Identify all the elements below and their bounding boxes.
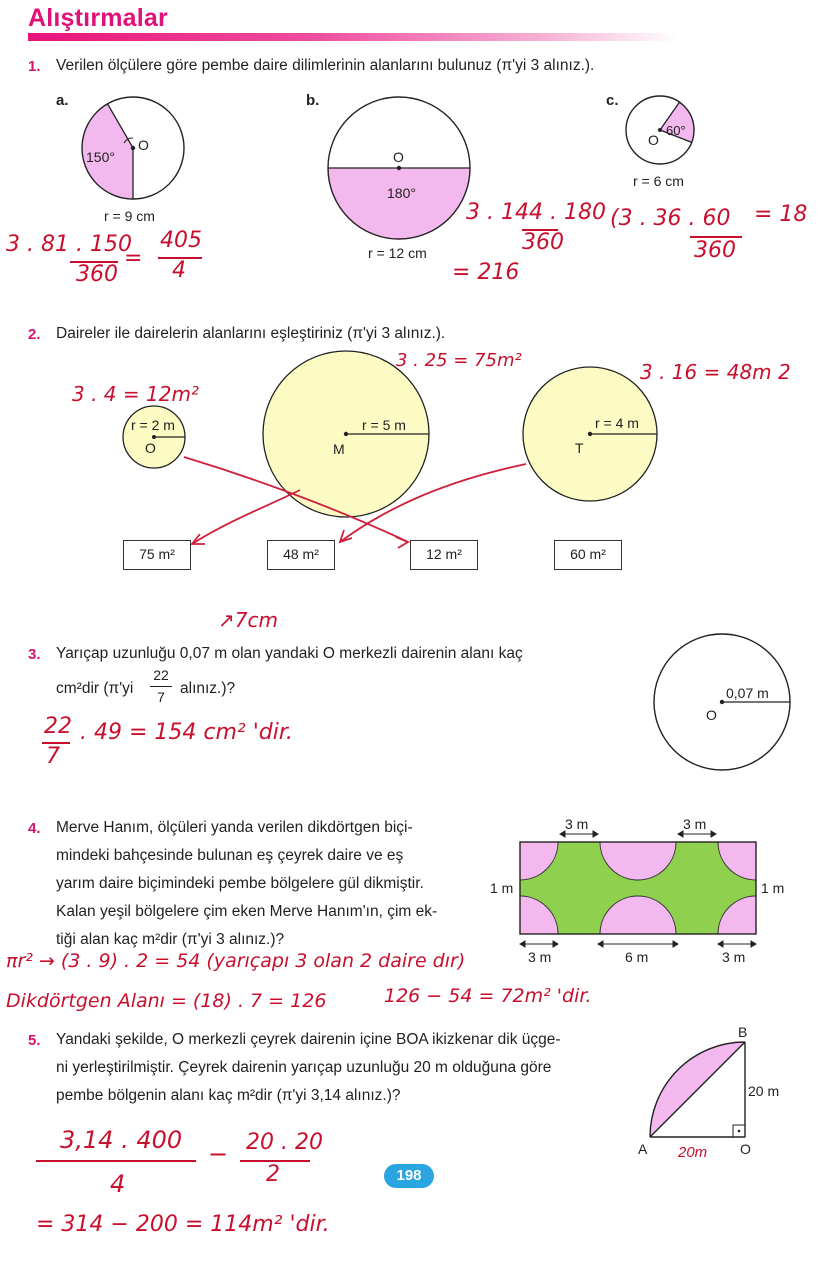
q2-m-radius: r = 5 m bbox=[362, 417, 406, 433]
q2-hand-t: 3 . 16 = 48m 2 bbox=[640, 360, 791, 384]
q2-t-radius: r = 4 m bbox=[595, 415, 639, 431]
q1a-label: a. bbox=[56, 92, 69, 109]
q2-o-radius: r = 2 m bbox=[131, 417, 175, 433]
q2-number: 2. bbox=[28, 326, 41, 343]
q5-hand-den2: 2 bbox=[266, 1162, 280, 1187]
q5-hand-result: = 314 − 200 = 114m² 'dir. bbox=[36, 1212, 330, 1237]
q5-hand-bar1 bbox=[36, 1160, 196, 1162]
q2-arrow-m-75 bbox=[192, 490, 300, 544]
q3-frac-num: 22 bbox=[153, 667, 169, 683]
q4-bottom-left: 3 m bbox=[528, 949, 552, 965]
q3-center-label: O bbox=[706, 707, 717, 723]
q5-figure bbox=[630, 1022, 810, 1172]
q4-hand-line3: 126 − 54 = 72m² 'dir. bbox=[384, 985, 592, 1007]
q1c-hand-num: (3 . 36 . 60 bbox=[610, 206, 731, 231]
q2-option-12: 12 m² bbox=[410, 540, 478, 570]
q5-text: Yandaki şekilde, O merkezli çeyrek dairenin içine BOA ikizkenar dik üçge- ni yerleştirilmiştir. Çeyrek dairenin yarıçap uzunluğu 20 m olduğuna göre pembe bölgenin alanı kaç m²dir (π'yi 3,14 alınız.)? bbox=[56, 1031, 561, 1104]
q4-top-left: 3 m bbox=[565, 816, 589, 832]
q5-label-base: 20m bbox=[678, 1144, 708, 1161]
q3-text-line1: Yarıçap uzunluğu 0,07 m olan yandaki O merkezli dairenin alanı kaç bbox=[56, 645, 523, 662]
q2-o-center: O bbox=[145, 440, 156, 456]
q1b-hand-num: 3 . 144 . 180 bbox=[466, 200, 606, 225]
q2-hand-m: 3 . 25 = 75m² bbox=[396, 350, 522, 371]
q4-text: Merve Hanım, ölçüleri yanda verilen dikdörtgen biçi- mindeki bahçesinde bulunan eş çeyrek daire ve eş yarım daire biçimindeki pembe bölgelere gül dikmiştir. Kalan yeşil bölgelere çim eken Merve Hanım'ın, çim ek- tiği alan kaç m²dir (π'yi 3 alınız.)? bbox=[56, 819, 438, 948]
q3-text-pre: cm²dir (π'yi bbox=[56, 680, 134, 697]
q2-text: Daireler ile dairelerin alanlarını eşleştiriniz (π'yi 3 alınız.). bbox=[56, 325, 446, 342]
q1a-hand-num: 3 . 81 . 150 bbox=[6, 232, 132, 257]
q4-right: 1 m bbox=[761, 880, 785, 896]
q2-m-center: M bbox=[333, 441, 345, 457]
q4-figure bbox=[480, 812, 802, 972]
q5-hand-minus: − bbox=[208, 1140, 229, 1168]
q1a-hand-eq: = bbox=[124, 246, 143, 271]
q1b-center: O bbox=[393, 149, 404, 165]
q4-hand-line2: Dikdörtgen Alanı = (18) . 7 = 126 bbox=[6, 990, 327, 1012]
q5-number: 5. bbox=[28, 1032, 41, 1049]
q5-hand-num2: 20 . 20 bbox=[246, 1130, 323, 1155]
q1b-hand-den: 360 bbox=[522, 230, 564, 255]
q1c-hand-den: 360 bbox=[694, 238, 736, 263]
q1c-center: O bbox=[648, 132, 659, 148]
q4-bottom-mid: 6 m bbox=[625, 949, 649, 965]
q1b-label: b. bbox=[306, 92, 320, 109]
q1-text: Verilen ölçülere göre pembe daire dilimlerinin alanlarını bulunuz (π'yi 3 alınız.). bbox=[56, 57, 595, 74]
q2-option-60: 60 m² bbox=[554, 540, 622, 570]
q3-radius-label: 0,07 m bbox=[726, 685, 769, 701]
q3-frac-den: 7 bbox=[157, 689, 165, 705]
q1a-radius: r = 9 cm bbox=[104, 208, 155, 224]
q2-option-48: 48 m² bbox=[267, 540, 335, 570]
q4-hand-line1: πr² → (3 . 9) . 2 = 54 (yarıçapı 3 olan 2 daire dır) bbox=[6, 950, 466, 972]
q3-hand-note: ↗7cm bbox=[218, 608, 278, 632]
q5-label-side: 20 m bbox=[748, 1083, 780, 1099]
q1b-angle: 180° bbox=[387, 185, 416, 201]
q1b-hand-result: = 216 bbox=[452, 260, 520, 285]
q1a-angle: 150° bbox=[86, 149, 115, 165]
q1a-hand-den: 360 bbox=[76, 262, 118, 287]
q1c-hand-result: = 18 bbox=[754, 202, 808, 227]
q1c-angle: 60° bbox=[666, 123, 686, 138]
q5-hand-den1: 4 bbox=[110, 1170, 126, 1198]
q4-number: 4. bbox=[28, 820, 41, 837]
q3-number: 3. bbox=[28, 646, 41, 663]
q1b-radius: r = 12 cm bbox=[368, 245, 427, 261]
q4-left: 1 m bbox=[490, 880, 514, 896]
q1c-radius: r = 6 cm bbox=[633, 173, 684, 189]
q2-hand-o: 3 . 4 = 12m² bbox=[72, 382, 199, 406]
page-title: Alıştırmalar bbox=[28, 4, 168, 32]
q1a-hand-res-den: 4 bbox=[172, 258, 186, 283]
q4-top-right: 3 m bbox=[683, 816, 707, 832]
q3-hand-frac-num: 22 bbox=[44, 714, 72, 739]
page-number: 198 bbox=[384, 1164, 434, 1188]
q3-hand-rest: . 49 = 154 cm² 'dir. bbox=[80, 720, 293, 745]
q2-t-center: T bbox=[575, 440, 584, 456]
q1a-hand-res-num: 405 bbox=[160, 228, 202, 253]
q4-bottom-right: 3 m bbox=[722, 949, 746, 965]
q3-hand-frac-den: 7 bbox=[46, 744, 60, 769]
q3-text-post: alınız.)? bbox=[180, 680, 236, 697]
q5-label-b: B bbox=[738, 1024, 748, 1040]
q5-hand-num1: 3,14 . 400 bbox=[60, 1126, 183, 1154]
q3-frac-bar bbox=[150, 686, 172, 687]
q1c-label: c. bbox=[606, 92, 619, 109]
q1b-sector bbox=[328, 168, 470, 239]
q1a-center: O bbox=[138, 137, 149, 153]
q1-number: 1. bbox=[28, 58, 41, 75]
q2-option-75: 75 m² bbox=[123, 540, 191, 570]
q5-label-a: A bbox=[638, 1141, 648, 1157]
q5-label-o: O bbox=[740, 1141, 751, 1157]
q3-figure bbox=[650, 630, 800, 780]
